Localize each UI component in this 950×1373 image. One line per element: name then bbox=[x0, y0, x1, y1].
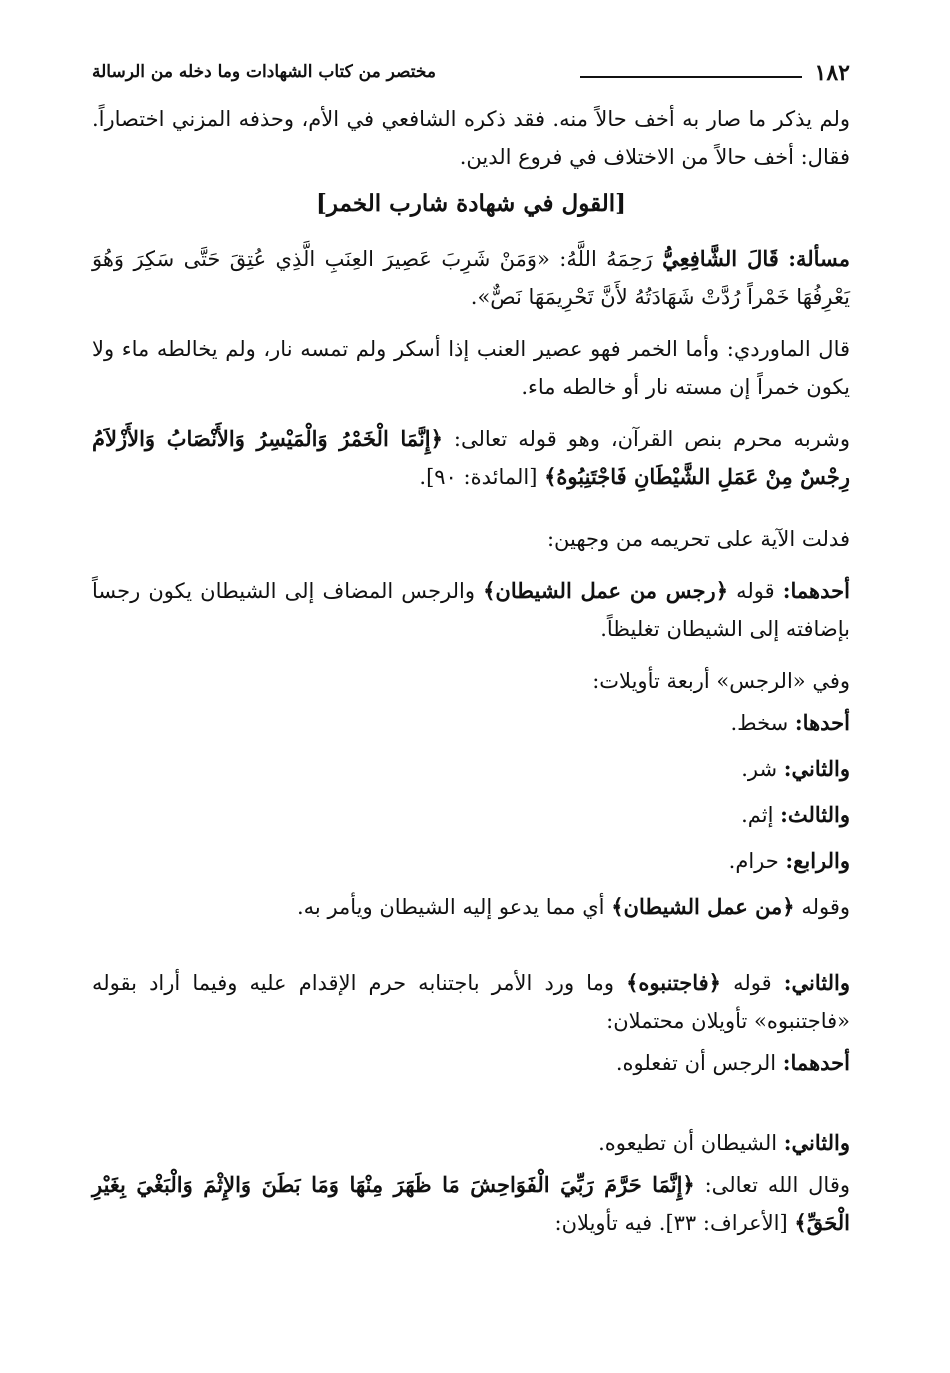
final-paragraph bbox=[92, 1166, 850, 1242]
verse-paragraph bbox=[92, 420, 850, 496]
book-page bbox=[92, 60, 850, 1242]
page-header bbox=[92, 60, 850, 100]
first-way-paragraph bbox=[92, 572, 850, 648]
header-rule bbox=[580, 76, 802, 78]
quran-verse: ﴿إِنَّمَا حَرَّمَ رَبِّيَ الْفَوَاحِشَ مَا ظَهَرَ مِنْهَا وَمَا بَطَنَ وَالإِثْمَ وَالْبَغْيَ بِغَيْرِ الْحَقِّ﴾ bbox=[92, 1172, 850, 1235]
min-amal-paragraph bbox=[92, 884, 850, 930]
min-amal-phrase: ﴿من عمل الشيطان﴾ bbox=[611, 894, 795, 919]
item-text: شر. bbox=[741, 757, 778, 781]
final-lead: وقال الله تعالى: bbox=[704, 1173, 851, 1197]
two-ways-line: فدلت الآية على تحريمه من وجهين: bbox=[546, 527, 850, 551]
masala-text: رَحِمَهُ اللَّهُ: «وَمَنْ شَرِبَ عَصِيرَ العِنَبِ الَّذِي عُتِقَ حَتَّى سَكِرَ وَهُوَ يَعْرِفُهَا خَمْراً رُدَّتْ شَهَادَتُهُ لأَنَّ تَحْرِيمَهَا نَصٌّ». bbox=[92, 247, 850, 309]
verse-intro: وشربه محرم بنص القرآن، وهو قوله تعالى: bbox=[453, 427, 850, 451]
masala-speaker: قَالَ الشَّافِعِيُّ bbox=[662, 246, 779, 271]
list-item bbox=[92, 700, 850, 746]
masala-paragraph bbox=[92, 240, 850, 316]
item-label: والثاني: bbox=[783, 1130, 850, 1155]
item-label: والثاني: bbox=[783, 756, 850, 781]
first-way-lead: قوله bbox=[736, 579, 775, 603]
second-way-paragraph bbox=[92, 964, 850, 1040]
first-way-text: والرجس المضاف إلى الشيطان يكون رجساً بإضافته إلى الشيطان تغليظاً. bbox=[92, 579, 850, 641]
item-text: سخط. bbox=[730, 711, 789, 735]
second-way-text: وما ورد الأمر باجتنابه حرم الإقدام عليه وفيما أراد بقوله «فاجتنبوه» تأويلان محتملان: bbox=[92, 971, 850, 1033]
section-title: [القول في شهادة شارب الخمر] bbox=[315, 190, 627, 217]
min-amal-lead: وقوله bbox=[801, 895, 850, 919]
masala-label: مسألة: bbox=[788, 246, 850, 271]
item-text: الرجس أن تفعلوه. bbox=[615, 1051, 777, 1075]
list-item bbox=[92, 1040, 850, 1086]
second-way-label: والثاني: bbox=[783, 970, 850, 995]
item-label: أحدها: bbox=[794, 710, 850, 735]
list-item bbox=[92, 838, 850, 884]
mawardi-paragraph: قال الماوردي: وأما الخمر فهو عصير العنب إذا أسكر ولم تمسه نار، ولم يخالطه ماء ولا يكون خمراً إن مسته نار أو خالطه ماء. bbox=[92, 337, 850, 399]
list-item bbox=[92, 1120, 850, 1166]
list-item bbox=[92, 792, 850, 838]
first-way-phrase: ﴿رجس من عمل الشيطان﴾ bbox=[483, 578, 728, 603]
intro-paragraph: ولم يذكر ما صار به أخف حالاً منه. فقد ذكره الشافعي في الأم، وحذفه المزني اختصاراً. فقال: أخف حالاً من الاختلاف في فروع الدين. bbox=[92, 107, 850, 169]
quran-verse: ﴿إِنَّمَا الْخَمْرُ وَالْمَيْسِرُ وَالأَنْصَابُ وَالأَزْلاَمُ رِجْسٌ مِنْ عَمَلِ الشَّيْطَانِ فَاجْتَنِبُوهُ﴾ bbox=[92, 426, 850, 489]
item-text: الشيطان أن تطيعوه. bbox=[598, 1131, 778, 1155]
page-number: ١٨٢ bbox=[814, 60, 850, 86]
first-way-label: أحدهما: bbox=[782, 578, 850, 603]
item-label: أحدهما: bbox=[782, 1050, 850, 1075]
verse-reference: [المائدة: ٩٠]. bbox=[419, 465, 538, 489]
item-label: والثالث: bbox=[780, 802, 850, 827]
running-title: مختصر من كتاب الشهادات وما دخله من الرسالة bbox=[92, 62, 436, 82]
list-item bbox=[92, 746, 850, 792]
min-amal-text: أي مما يدعو إليه الشيطان ويأمر به. bbox=[296, 895, 605, 919]
rijs-list bbox=[92, 700, 850, 884]
rijs-intro: وفي «الرجس» أربعة تأويلات: bbox=[592, 669, 850, 693]
item-text: حرام. bbox=[728, 849, 779, 873]
item-text: إثم. bbox=[741, 803, 774, 827]
final-reference: [الأعراف: ٣٣]. فيه تأويلان: bbox=[554, 1211, 788, 1235]
second-way-phrase: ﴿فاجتنبوه﴾ bbox=[626, 970, 721, 995]
second-way-lead: قوله bbox=[733, 971, 772, 995]
item-label: والرابع: bbox=[785, 848, 850, 873]
